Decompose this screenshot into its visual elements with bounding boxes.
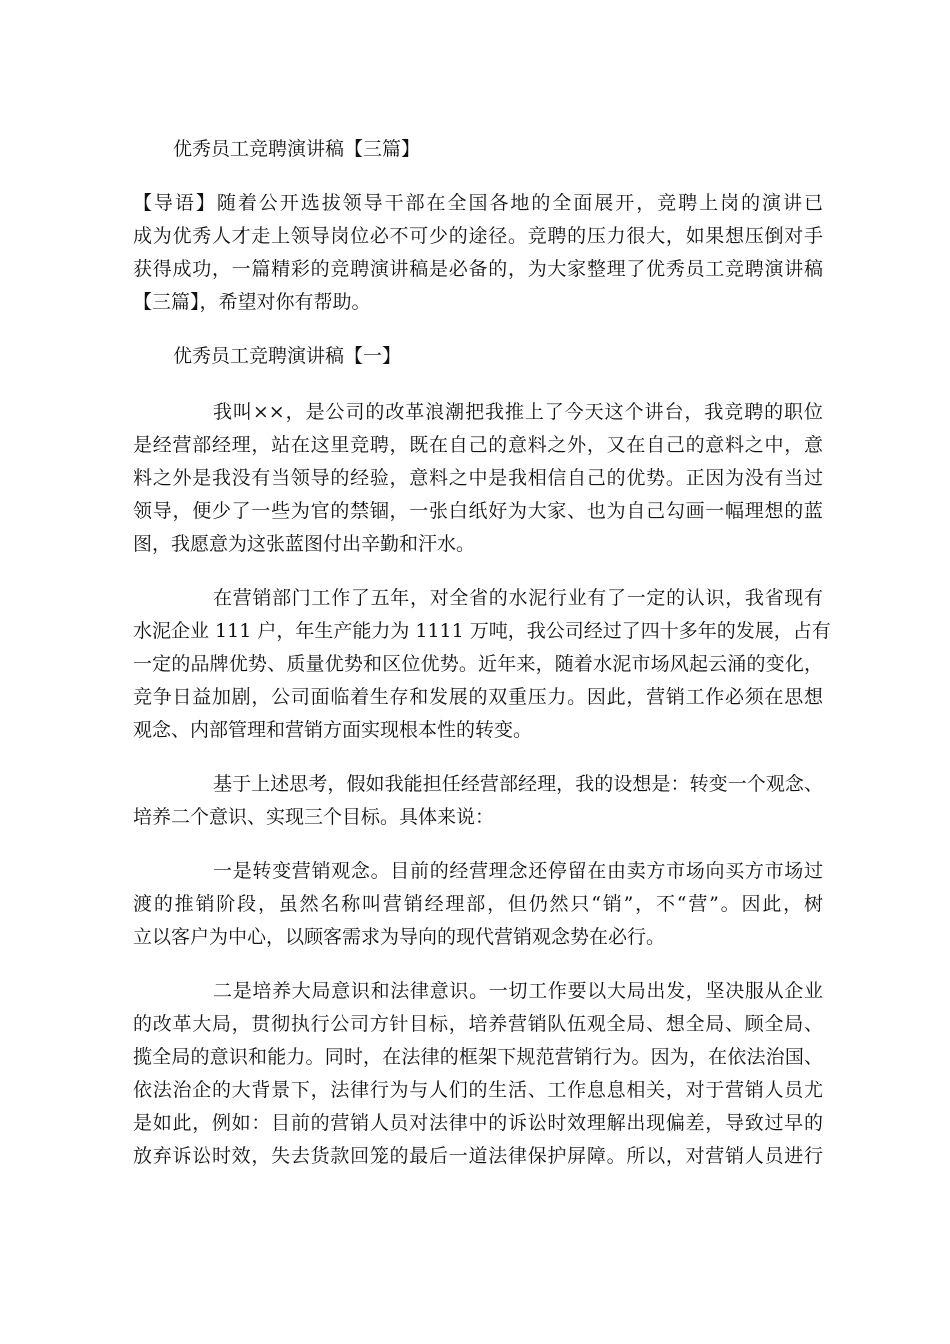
paragraph-line: 是经营部经理，站在这里竞聘，既在自己的意料之外，又在自己的意料之中，意 [133,434,823,456]
paragraph-line: 依法治企的大背景下，法律行为与人们的生活、工作息息相关，对于营销人员尤 [133,1079,823,1101]
paragraph-line: 领导，便少了一些为官的禁锢，一张白纸好为大家、也为自己勾画一幅理想的蓝 [133,500,823,522]
paragraph-line: 培养二个意识、实现三个目标。具体来说： [133,806,495,828]
intro-line: 获得成功，一篇精彩的竞聘演讲稿是必备的，为大家整理了优秀员工竞聘演讲稿 [133,258,823,280]
paragraph-line: 放弃诉讼时效，失去货款回笼的最后一道法律保护屏障。所以，对营销人员进行 [133,1145,823,1167]
paragraph-line: 在营销部门工作了五年，对全省的水泥行业有了一定的认识，我省现有 [213,587,823,609]
intro-line: 成为优秀人才走上领导岗位必不可少的途径。竞聘的压力很大，如果想压倒对手 [133,225,823,247]
paragraph-line: 一是转变营销观念。目前的经营理念还停留在由卖方市场向买方市场过 [213,860,823,882]
paragraph-line: 料之外是我没有当领导的经验，意料之中是我相信自己的优势。正因为没有当过 [133,467,823,489]
intro-line: 【导语】随着公开选拔领导干部在全国各地的全面展开，竞聘上岗的演讲已 [133,192,823,214]
paragraph-line: 是如此，例如：目前的营销人员对法律中的诉讼时效理解出现偏差，导致过早的 [133,1112,823,1134]
paragraph-line: 图，我愿意为这张蓝图付出辛勤和汗水。 [133,533,476,555]
paragraph-line: 竞争日益加剧，公司面临着生存和发展的双重压力。因此，营销工作必须在思想 [133,686,823,708]
section-heading: 优秀员工竞聘演讲稿【一】 [173,345,402,367]
paragraph-line: 我叫××，是公司的改革浪潮把我推上了今天这个讲台，我竞聘的职位 [213,401,823,423]
paragraph-line: 立以客户为中心，以顾客需求为导向的现代营销观念势在必行。 [133,926,666,948]
paragraph-line: 一定的品牌优势、质量优势和区位优势。近年来，随着水泥市场风起云涌的变化， [133,653,823,675]
document-title: 优秀员工竞聘演讲稿【三篇】 [173,138,421,160]
paragraph-line: 基于上述思考，假如我能担任经营部经理，我的设想是：转变一个观念、 [213,773,823,795]
intro-line: 【三篇】，希望对你有帮助。 [133,291,371,313]
paragraph-line: 揽全局的意识和能力。同时，在法律的框架下规范营销行为。因为，在依法治国、 [133,1046,823,1068]
paragraph-line: 的改革大局，贯彻执行公司方针目标，培养营销队伍观全局、想全局、顾全局、 [133,1013,823,1035]
paragraph-line: 渡的推销阶段，虽然名称叫营销经理部，但仍然只“销”，不“营”。因此，树 [133,893,823,915]
paragraph-line: 二是培养大局意识和法律意识。一切工作要以大局出发，坚决服从企业 [213,980,823,1002]
paragraph-line: 水泥企业 111 户，年生产能力为 1111 万吨，我公司经过了四十多年的发展，占有 [133,620,831,642]
paragraph-line: 观念、内部管理和营销方面实现根本性的转变。 [133,719,533,741]
